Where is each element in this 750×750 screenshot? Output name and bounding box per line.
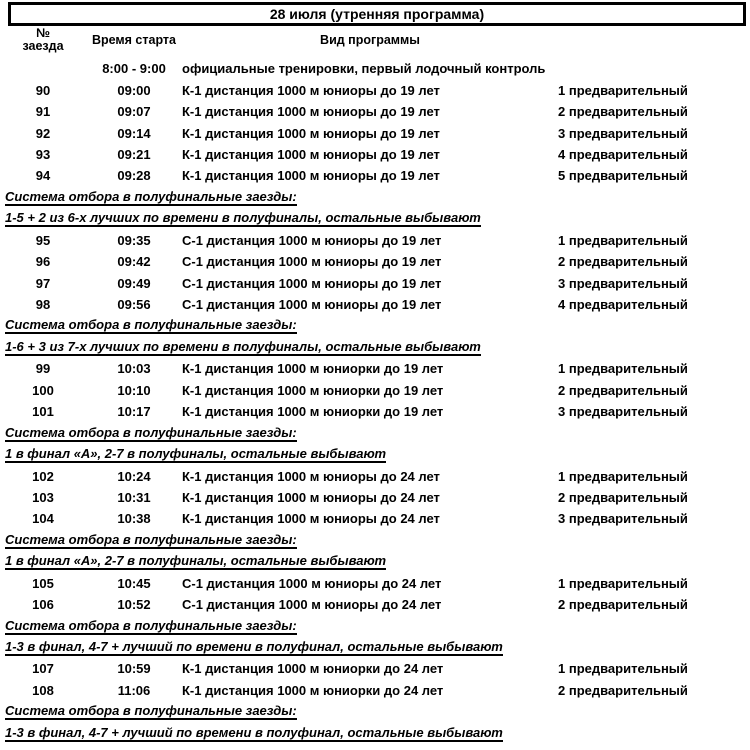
heat-label: 2 предварительный — [558, 254, 688, 270]
schedule-row — [0, 144, 750, 165]
start-time: 11:06 — [117, 682, 151, 698]
selection-note-row — [0, 723, 750, 744]
program-name: К-1 дистанция 1000 м юниоры до 19 лет — [182, 104, 440, 120]
race-number: 90 — [35, 82, 51, 98]
race-number: 105 — [32, 575, 54, 591]
program-name: К-1 дистанция 1000 м юниоры до 19 лет — [182, 125, 440, 141]
selection-note-text: Система отбора в полуфинальные заезды: — [5, 531, 297, 547]
schedule-row — [0, 487, 750, 508]
program-name: К-1 дистанция 1000 м юниорки до 19 лет — [182, 404, 444, 420]
schedule-row — [0, 230, 750, 251]
program-name: К-1 дистанция 1000 м юниорки до 24 лет — [182, 661, 444, 677]
program-name: С-1 дистанция 1000 м юниоры до 24 лет — [182, 597, 442, 613]
program-name: К-1 дистанция 1000 м юниорки до 19 лет — [182, 382, 444, 398]
program-name: К-1 дистанция 1000 м юниоры до 24 лет — [182, 468, 440, 484]
program-name: официальные тренировки, первый лодочный контроль — [182, 61, 546, 77]
schedule-row — [0, 358, 750, 379]
start-time: 09:07 — [117, 104, 151, 120]
selection-note-row — [0, 701, 750, 722]
race-number: 103 — [32, 489, 54, 505]
schedule-row — [0, 294, 750, 315]
heat-label: 5 предварительный — [558, 168, 688, 184]
selection-note-text: Система отбора в полуфинальные заезды: — [5, 703, 297, 719]
race-number: 97 — [35, 275, 51, 291]
title-box — [8, 2, 746, 26]
race-number: 107 — [32, 661, 54, 677]
heat-label: 3 предварительный — [558, 275, 688, 291]
selection-note-text: Система отбора в полуфинальные заезды: — [5, 617, 297, 633]
program-name: К-1 дистанция 1000 м юниорки до 24 лет — [182, 682, 444, 698]
heat-label: 1 предварительный — [558, 661, 688, 677]
column-header-race-number-line2: заезда — [22, 39, 64, 53]
selection-note-text: Система отбора в полуфинальные заезды: — [5, 188, 297, 204]
heat-label: 1 предварительный — [558, 82, 688, 98]
column-header-program: Вид программы — [320, 33, 420, 47]
heat-label: 2 предварительный — [558, 104, 688, 120]
race-number: 104 — [32, 511, 54, 527]
schedule-row — [0, 465, 750, 486]
selection-note-row — [0, 530, 750, 551]
heat-label: 1 предварительный — [558, 468, 688, 484]
schedule-row — [0, 401, 750, 422]
start-time: 10:45 — [117, 575, 151, 591]
start-time: 09:21 — [117, 146, 151, 162]
selection-note-row — [0, 187, 750, 208]
heat-label: 3 предварительный — [558, 125, 688, 141]
selection-note-text: 1-6 + 3 из 7-х лучших по времени в полуфиналы, остальные выбывают — [5, 338, 481, 354]
heat-label: 1 предварительный — [558, 575, 688, 591]
race-number: 99 — [35, 361, 51, 377]
race-number: 96 — [35, 254, 51, 270]
schedule-row — [0, 594, 750, 615]
start-time: 09:28 — [117, 168, 151, 184]
heat-label: 1 предварительный — [558, 232, 688, 248]
race-number: 102 — [32, 468, 54, 484]
schedule-row — [0, 58, 750, 79]
start-time: 10:24 — [117, 468, 151, 484]
schedule-rows — [0, 58, 750, 744]
schedule-row — [0, 251, 750, 272]
program-name: К-1 дистанция 1000 м юниорки до 19 лет — [182, 361, 444, 377]
race-number: 91 — [35, 104, 51, 120]
schedule-row — [0, 658, 750, 679]
heat-label: 2 предварительный — [558, 382, 688, 398]
schedule-row — [0, 101, 750, 122]
program-name: С-1 дистанция 1000 м юниоры до 19 лет — [182, 275, 442, 291]
selection-note-text: 1 в финал «А», 2-7 в полуфиналы, остальные выбывают — [5, 446, 387, 462]
selection-note-text: 1-3 в финал, 4-7 + лучший по времени в полуфинал, остальные выбывают — [5, 639, 503, 655]
schedule-row — [0, 122, 750, 143]
start-time: 09:35 — [117, 232, 151, 248]
selection-note-text: 1-5 + 2 из 6-х лучших по времени в полуфиналы, остальные выбывают — [5, 210, 481, 226]
program-name: С-1 дистанция 1000 м юниоры до 19 лет — [182, 232, 442, 248]
start-time: 09:00 — [117, 82, 151, 98]
heat-label: 4 предварительный — [558, 297, 688, 313]
heat-label: 1 предварительный — [558, 361, 688, 377]
selection-note-text: Система отбора в полуфинальные заезды: — [5, 424, 297, 440]
selection-note-text: 1-3 в финал, 4-7 + лучший по времени в полуфинал, остальные выбывают — [5, 724, 503, 740]
schedule-row — [0, 573, 750, 594]
selection-note-row — [0, 551, 750, 572]
start-time: 8:00 - 9:00 — [102, 61, 166, 77]
program-name: С-1 дистанция 1000 м юниоры до 19 лет — [182, 254, 442, 270]
start-time: 09:14 — [117, 125, 151, 141]
schedule-row — [0, 680, 750, 701]
selection-note-row — [0, 422, 750, 443]
selection-note-row — [0, 444, 750, 465]
heat-label: 2 предварительный — [558, 682, 688, 698]
schedule-row — [0, 79, 750, 100]
selection-note-text: Система отбора в полуфинальные заезды: — [5, 317, 297, 333]
heat-label: 3 предварительный — [558, 511, 688, 527]
start-time: 09:56 — [117, 297, 151, 313]
start-time: 10:17 — [117, 404, 151, 420]
race-number: 101 — [32, 404, 54, 420]
program-name: К-1 дистанция 1000 м юниоры до 19 лет — [182, 82, 440, 98]
start-time: 09:49 — [117, 275, 151, 291]
start-time: 10:10 — [117, 382, 151, 398]
heat-label: 2 предварительный — [558, 597, 688, 613]
table-header — [0, 25, 750, 55]
selection-note-row — [0, 615, 750, 636]
schedule-row — [0, 165, 750, 186]
heat-label: 2 предварительный — [558, 489, 688, 505]
race-number: 108 — [32, 682, 54, 698]
start-time: 10:52 — [117, 597, 151, 613]
start-time: 10:31 — [117, 489, 151, 505]
race-number: 93 — [35, 146, 51, 162]
program-name: С-1 дистанция 1000 м юниоры до 19 лет — [182, 297, 442, 313]
schedule-row — [0, 380, 750, 401]
selection-note-row — [0, 315, 750, 336]
column-header-start-time: Время старта — [91, 33, 177, 47]
heat-label: 4 предварительный — [558, 146, 688, 162]
page-title: 28 июля (утренняя программа) — [269, 6, 485, 22]
race-number: 100 — [32, 382, 54, 398]
race-number: 92 — [35, 125, 51, 141]
selection-note-text: 1 в финал «А», 2-7 в полуфиналы, остальные выбывают — [5, 553, 387, 569]
race-number: 94 — [35, 168, 51, 184]
schedule-row — [0, 272, 750, 293]
heat-label: 3 предварительный — [558, 404, 688, 420]
program-name: К-1 дистанция 1000 м юниоры до 19 лет — [182, 146, 440, 162]
schedule-row — [0, 508, 750, 529]
program-name: С-1 дистанция 1000 м юниоры до 24 лет — [182, 575, 442, 591]
race-number: 106 — [32, 597, 54, 613]
program-name: К-1 дистанция 1000 м юниоры до 19 лет — [182, 168, 440, 184]
start-time: 10:03 — [117, 361, 151, 377]
program-name: К-1 дистанция 1000 м юниоры до 24 лет — [182, 489, 440, 505]
race-number: 95 — [35, 232, 51, 248]
start-time: 09:42 — [117, 254, 151, 270]
race-number: 98 — [35, 297, 51, 313]
column-header-race-number-line1: № — [36, 25, 50, 40]
start-time: 10:59 — [117, 661, 151, 677]
program-name: К-1 дистанция 1000 м юниоры до 24 лет — [182, 511, 440, 527]
selection-note-row — [0, 637, 750, 658]
selection-note-row — [0, 337, 750, 358]
start-time: 10:38 — [117, 511, 151, 527]
column-header-race-number — [0, 27, 86, 54]
selection-note-row — [0, 208, 750, 229]
